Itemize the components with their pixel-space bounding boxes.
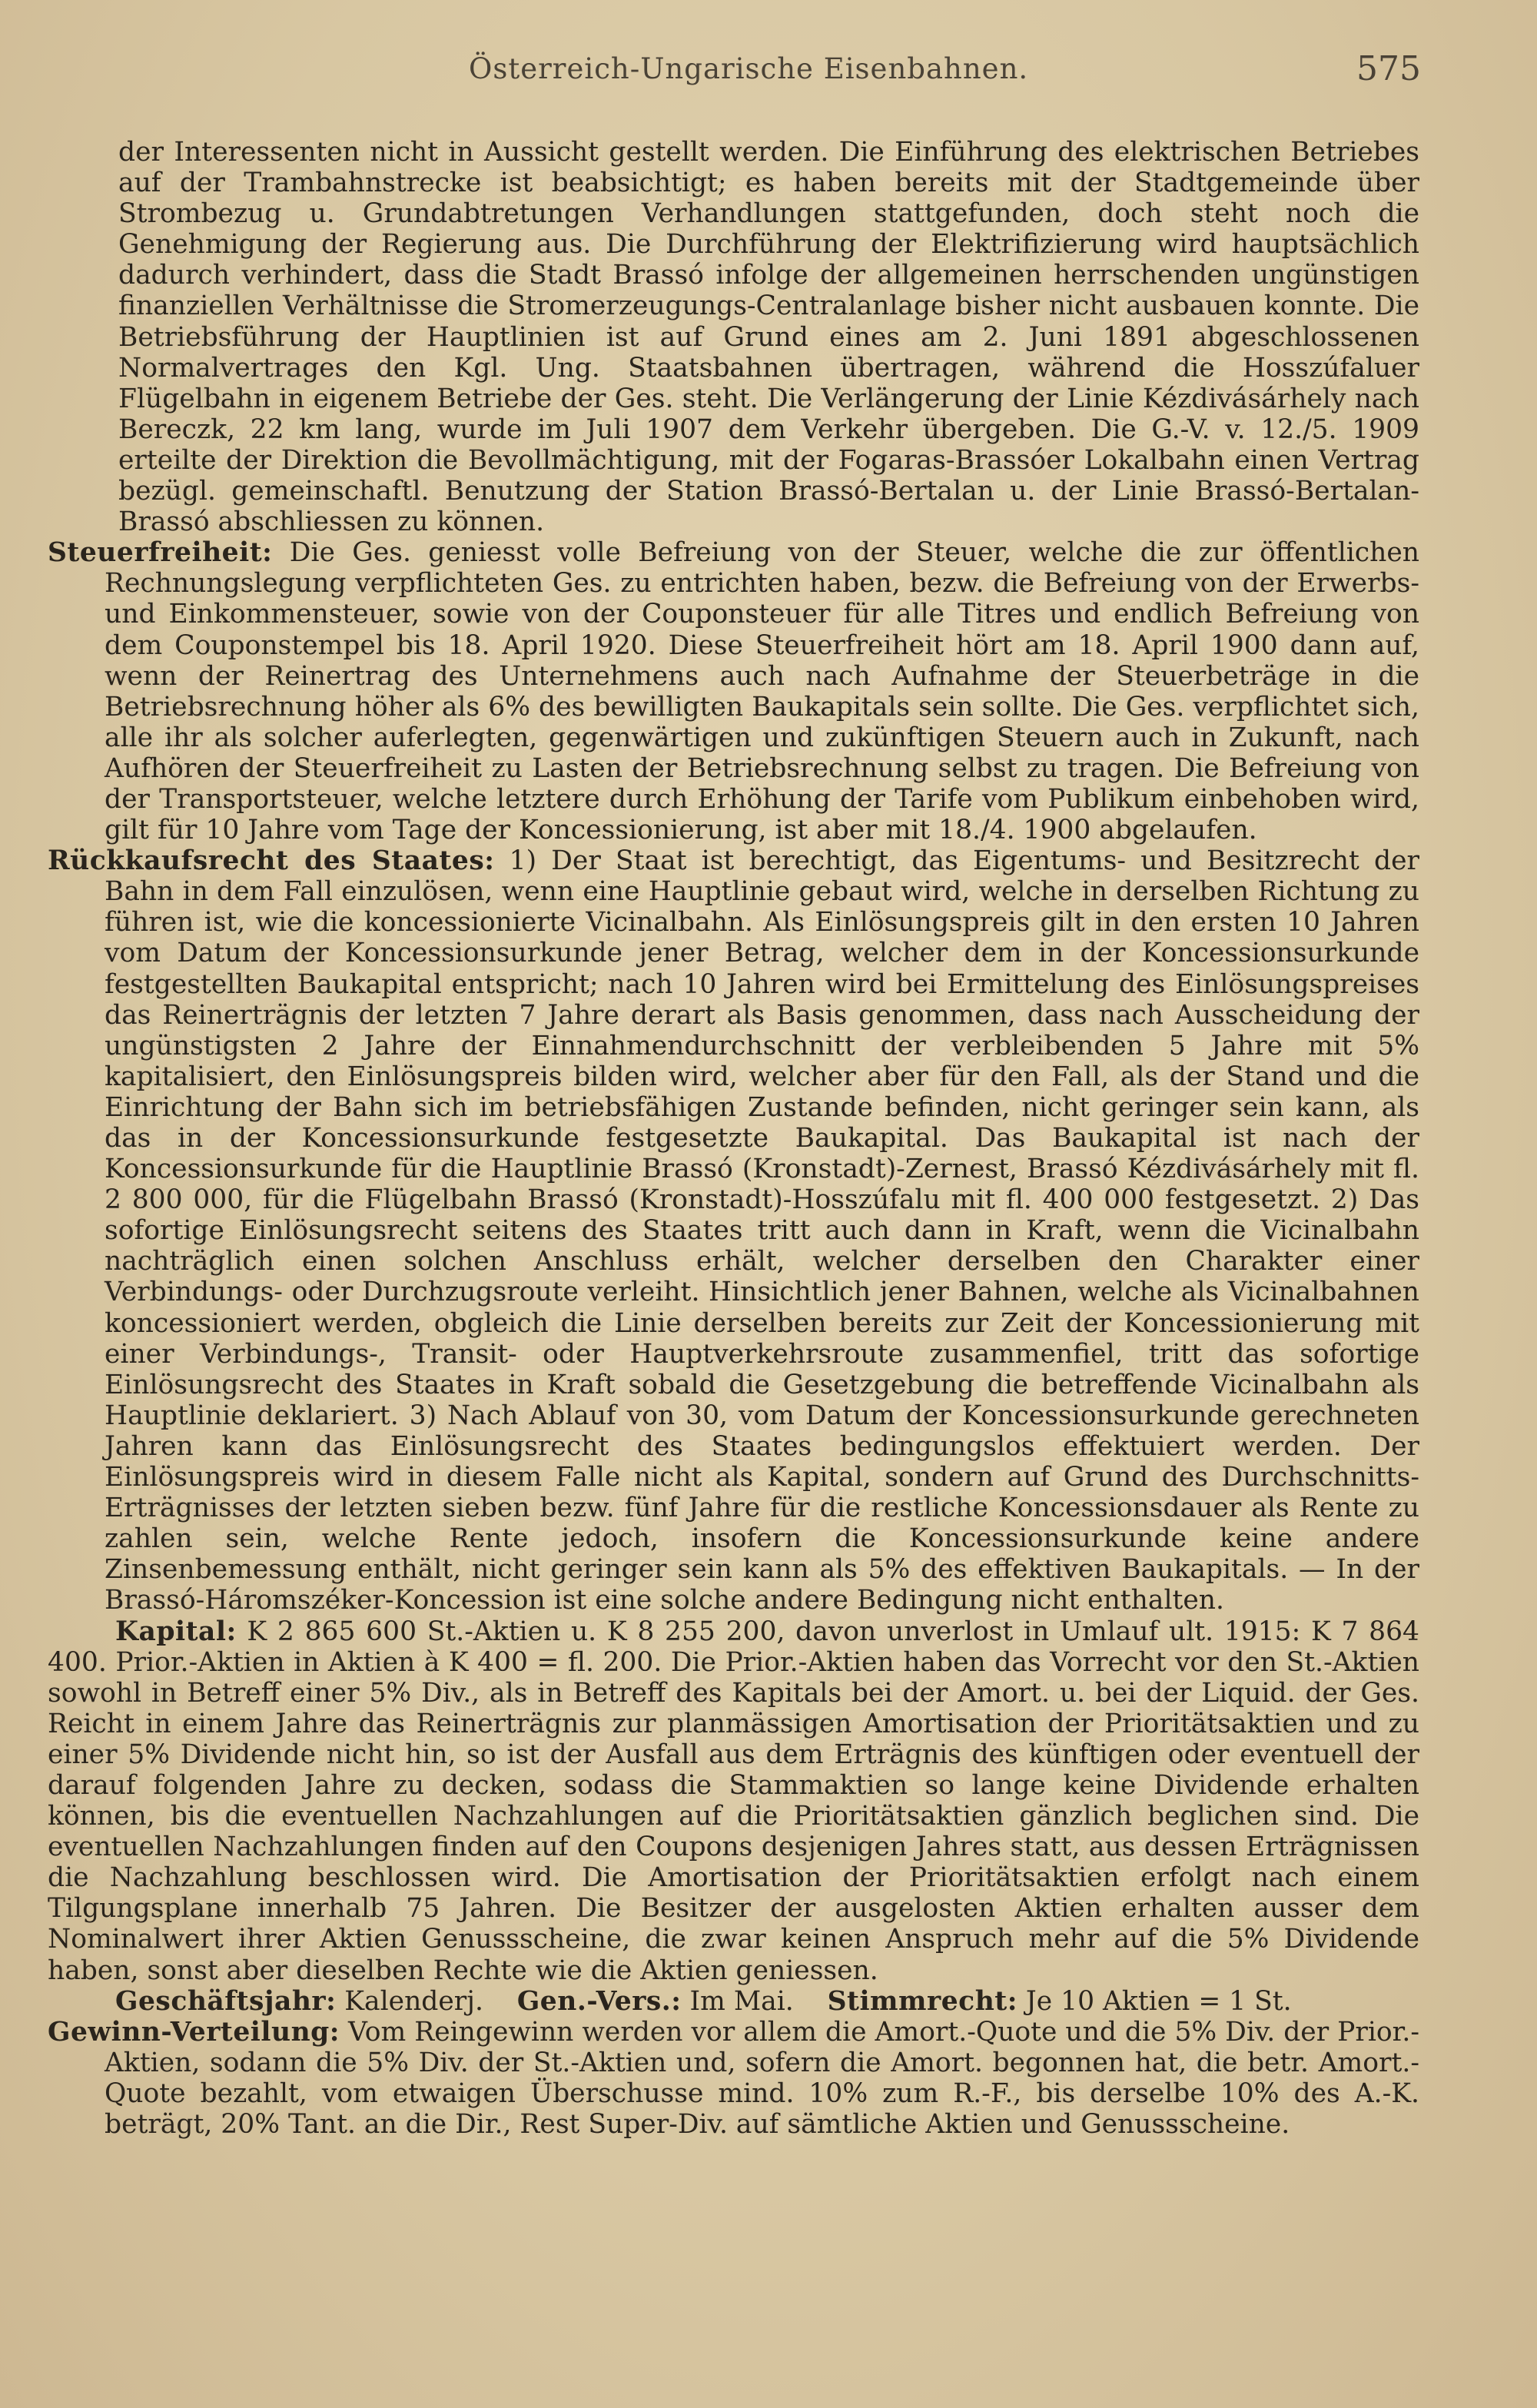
section-label-kapital: Kapital: xyxy=(115,1616,237,1647)
running-title: Österreich-Ungarische Eisenbahnen. xyxy=(469,52,1029,85)
paragraph-gewinn-verteilung xyxy=(48,2017,1419,2140)
section-label-rueckkaufsrecht: Rückkaufsrecht des Staates: xyxy=(48,845,495,877)
section-label-gewinn-verteilung: Gewinn-Verteilung: xyxy=(48,2016,340,2048)
section-label-geschaeftsjahr: Geschäftsjahr: xyxy=(115,1985,337,2017)
section-label-steuerfreiheit: Steuerfreiheit: xyxy=(48,537,273,569)
section-text-kapital: K 2 865 600 St.-Aktien u. K 8 255 200, davon unverlost in Umlauf ult. 1915: K 7 864 400. Prior.-Aktien in Aktien à K 400 = fl. 200. Die Prior.-Aktien haben das Vorrecht vor den St.-Aktien sowohl in Betreff einer 5% Div., als in Betreff des Kapitals bei der Amort. u. bei der Liquid. der Ges. Reicht in einem Jahre das Reinerträgnis zur planmässigen Amortisation der Prioritätsaktien und zu einer 5% Dividende nicht hin, so ist der Ausfall aus dem Erträgnis des künftigen oder eventuell der darauf folgenden Jahre zu decken, sodass die Stammaktien so lange keine Dividende erhalten können, bis die eventuellen Nachzahlungen auf die Prioritätsaktien gänzlich beglichen sind. Die eventuellen Nachzahlungen finden auf den Coupons desjenigen Jahres statt, aus dessen Erträgnissen die Nachzahlung beschlossen wird. Die Amortisation der Prioritätsaktien erfolgt nach einem Tilgungsplane innerhalb 75 Jahren. Die Besitzer der ausgelosten Aktien erhalten ausser dem Nominalwert ihrer Aktien Genussscheine, die zwar keinen Anspruch mehr auf die 5% Dividende haben, sonst aber dieselben Rechte wie die Aktien geniessen. xyxy=(48,1616,1419,1986)
paragraph-rueckkaufsrecht xyxy=(48,845,1419,1616)
paragraph-kapital xyxy=(48,1616,1419,1986)
section-text-gen-vers: Im Mai. xyxy=(681,1985,794,2017)
section-text-stimmrecht: Je 10 Aktien = 1 St. xyxy=(1017,1985,1292,2017)
section-label-stimmrecht: Stimmrecht: xyxy=(827,1985,1017,2017)
paragraph-intro: der Interessenten nicht in Aussicht gestellt werden. Die Einführung des elektrischen Betriebes auf der Trambahnstrecke ist beabsichtigt; es haben bereits mit der Stadtgemeinde über Strombezug u. Grundabtretungen Verhandlungen stattgefunden, doch steht noch die Genehmigung der Regierung aus. Die Durchführung der Elektrifizierung wird hauptsächlich dadurch verhindert, dass die Stadt Brassó infolge der allgemeinen herrschenden ungünstigen finanziellen Verhältnisse die Stromerzeugungs-Centralanlage bisher nicht ausbauen konnte. Die Betriebsführung der Hauptlinien ist auf Grund eines am 2. Juni 1891 abgeschlossenen Normalvertrages den Kgl. Ung. Staatsbahnen übertragen, während die Hosszúfaluer Flügelbahn in eigenem Betriebe der Ges. steht. Die Verlängerung der Linie Kézdivásárhely nach Bereczk, 22 km lang, wurde im Juli 1907 dem Verkehr übergeben. Die G.-V. v. 12./5. 1909 erteilte der Direktion die Bevollmächtigung, mit der Fogaras-Brassóer Lokalbahn einen Vertrag bezügl. gemeinschaftl. Benutzung der Station Brassó-Bertalan u. der Linie Brassó-Bertalan-Brassó abschliessen zu können. xyxy=(118,137,1419,538)
body-text xyxy=(48,137,1419,2140)
page-number: 575 xyxy=(1356,49,1421,88)
section-label-gen-vers: Gen.-Vers.: xyxy=(516,1985,682,2017)
paragraph-steuerfreiheit xyxy=(48,537,1419,845)
paragraph-geschaeftsjahr xyxy=(48,1986,1419,2017)
section-text-steuerfreiheit: Die Ges. geniesst volle Befreiung von der Steuer, welche die zur öffentlichen Rechnungslegung verpflichteten Ges. zu entrichten haben, bezw. die Befreiung von der Erwerbs- und Einkommensteuer, sowie von der Couponsteuer für alle Titres und endlich Befreiung von dem Couponstempel bis 18. April 1920. Diese Steuerfreiheit hört am 18. April 1900 dann auf, wenn der Reinertrag des Unternehmens auch nach Aufnahme der Steuerbeträge in die Betriebsrechnung höher als 6% des bewilligten Baukapitals sein sollte. Die Ges. verpflichtet sich, alle ihr als solcher auferlegten, gegenwärtigen und zukünftigen Steuern auch in Zukunft, nach Aufhören der Steuerfreiheit zu Lasten der Betriebsrechnung selbst zu tragen. Die Befreiung von der Transportsteuer, welche letztere durch Erhöhung der Tarife vom Publikum einbehoben wird, gilt für 10 Jahre vom Tage der Koncessionierung, ist aber mit 18./4. 1900 abgelaufen. xyxy=(105,537,1419,846)
section-text-rueckkaufsrecht: 1) Der Staat ist berechtigt, das Eigentums- und Besitzrecht der Bahn in dem Fall einzulösen, wenn eine Hauptlinie gebaut wird, welche in derselben Richtung zu führen ist, wie die koncessionierte Vicinalbahn. Als Einlösungspreis gilt in den ersten 10 Jahren vom Datum der Koncessionsurkunde jener Betrag, welcher dem in der Koncessionsurkunde festgestellten Baukapital entspricht; nach 10 Jahren wird bei Ermittelung des Einlösungspreises das Reinerträgnis der letzten 7 Jahre derart als Basis genommen, dass nach Ausscheidung der ungünstigsten 2 Jahre der Einnahmendurchschnitt der verbleibenden 5 Jahre mit 5% kapitalisiert, den Einlösungspreis bilden wird, welcher aber für den Fall, als der Stand und die Einrichtung der Bahn sich im betriebsfähigen Zustande befinden, nicht geringer sein kann, als das in der Koncessionsurkunde festgesetzte Baukapital. Das Baukapital ist nach der Koncessionsurkunde für die Hauptlinie Brassó (Kronstadt)-Zernest, Brassó Kézdivásárhely mit fl. 2 800 000, für die Flügelbahn Brassó (Kronstadt)-Hosszúfalu mit fl. 400 000 festgesetzt. 2) Das sofortige Einlösungsrecht seitens des Staates tritt auch dann in Kraft, wenn die Vicinalbahn nachträglich einen solchen Anschluss erhält, welcher derselben den Charakter einer Verbindungs- oder Durchzugsroute verleiht. Hinsichtlich jener Bahnen, welche als Vicinalbahnen koncessioniert werden, obgleich die Linie derselben bereits zur Zeit der Koncessionierung mit einer Verbindungs-, Transit- oder Hauptverkehrsroute zusammenfiel, tritt das sofortige Einlösungsrecht des Staates in Kraft sobald die Gesetzgebung die betreffende Vicinalbahn als Hauptlinie deklariert. 3) Nach Ablauf von 30, vom Datum der Koncessionsurkunde gerechneten Jahren kann das Einlösungsrecht des Staates bedingungslos effektuiert werden. Der Einlösungspreis wird in diesem Falle nicht als Kapital, sondern auf Grund des Durchschnitts-Erträgnisses der letzten sieben bezw. fünf Jahre für die restliche Koncessionsdauer als Rente zu zahlen sein, welche Rente jedoch, insofern die Koncessionsurkunde keine andere Zinsenbemessung enthält, nicht geringer sein kann als 5% des effektiven Baukapitals. — In der Brassó-Háromszéker-Koncession ist eine solche andere Bedingung nicht enthalten. xyxy=(105,845,1419,1616)
section-text-geschaeftsjahr: Kalenderj. xyxy=(336,1985,483,2017)
page-header xyxy=(0,49,1537,98)
section-text-gewinn-verteilung: Vom Reingewinn werden vor allem die Amort.-Quote und die 5% Div. der Prior.-Aktien, sodann die 5% Div. der St.-Aktien und, sofern die Amort. begonnen hat, die betr. Amort.-Quote bezahlt, vom etwaigen Überschusse mind. 10% zum R.-F., bis derselbe 10% des A.-K. beträgt, 20% Tant. an die Dir., Rest Super-Div. auf sämtliche Aktien und Genussscheine. xyxy=(105,2016,1419,2140)
